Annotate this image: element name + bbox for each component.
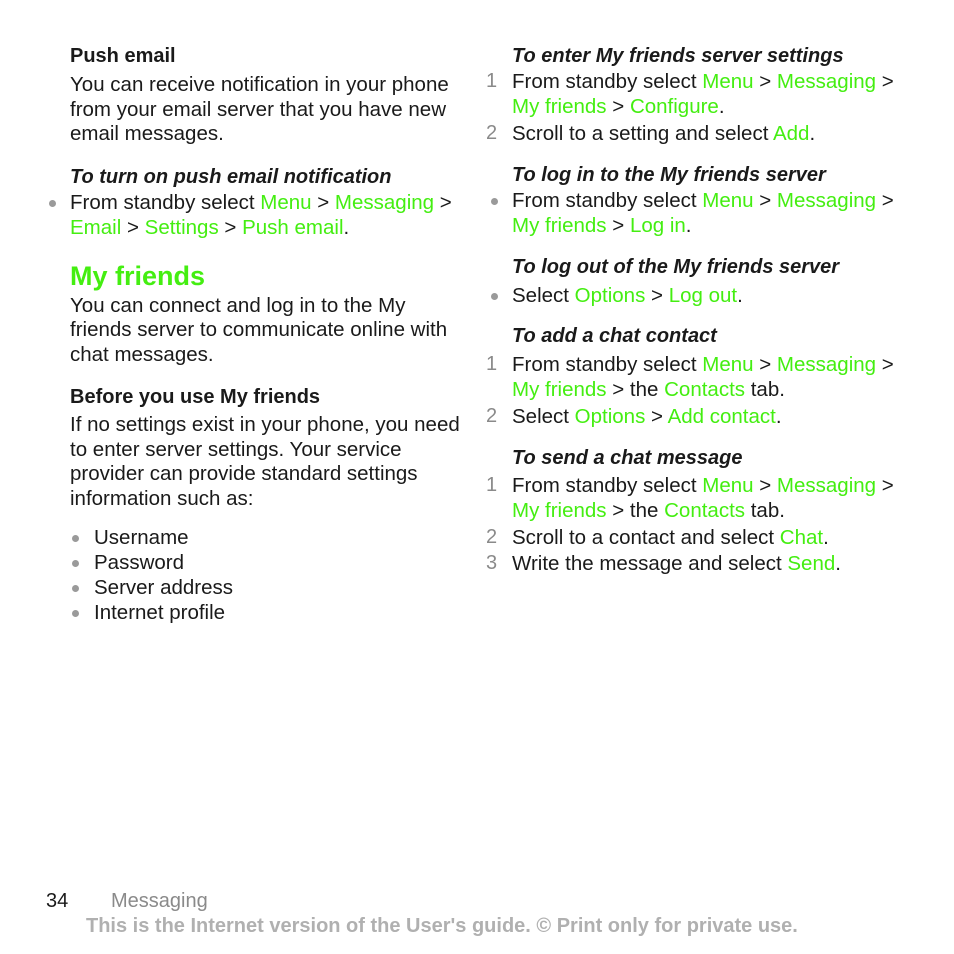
log-out-step: Select Options > Log out.: [486, 283, 906, 308]
messaging-link[interactable]: Messaging: [776, 474, 877, 497]
menu-link[interactable]: Menu: [702, 353, 754, 376]
before-use-body: If no settings exist in your phone, you need to enter server settings. Your service provider can provide standard settings information such as:: [70, 413, 460, 510]
bullet-icon: [49, 200, 56, 207]
add-link[interactable]: Add: [772, 122, 810, 145]
contacts-link[interactable]: Contacts: [664, 378, 746, 401]
messaging-link[interactable]: Messaging: [776, 189, 877, 212]
bullet-icon: [72, 535, 79, 542]
messaging-link[interactable]: Messaging: [334, 190, 435, 214]
enter-settings-step-2: 2 Scroll to a setting and select Add.: [486, 122, 816, 145]
right-column: [486, 44, 906, 576]
settings-list: [70, 525, 460, 625]
section-name: Messaging: [111, 890, 208, 912]
push-email-step: From standby select Menu > Messaging > Email > Settings > Push email.: [44, 190, 460, 240]
send-message-title: To send a chat message: [512, 447, 743, 469]
bullet-icon: [72, 610, 79, 617]
my-friends-heading: My friends: [70, 260, 206, 291]
copyright-notice: This is the Internet version of the User's guide. © Print only for private use.: [86, 915, 798, 937]
my-friends-link[interactable]: My friends: [512, 499, 607, 522]
log-in-step: From standby select Menu > Messaging > My friends > Log in.: [486, 188, 906, 238]
bullet-icon: [491, 293, 498, 300]
contacts-link[interactable]: Contacts: [664, 499, 746, 522]
send-message-step-3: 3 Write the message and select Send.: [486, 552, 841, 575]
add-contact-link[interactable]: Add contact: [667, 405, 776, 428]
my-friends-body: You can connect and log in to the My friends server to communicate online with chat messages.: [70, 293, 448, 366]
my-friends-link[interactable]: My friends: [512, 95, 607, 118]
send-message-step-2: 2 Scroll to a contact and select Chat.: [486, 526, 829, 549]
left-column: [70, 44, 460, 625]
push-email-link[interactable]: Push email: [242, 215, 344, 239]
my-friends-link[interactable]: My friends: [512, 214, 607, 237]
bullet-icon: [491, 198, 498, 205]
send-link[interactable]: Send: [787, 552, 836, 575]
log-in-title: To log in to the My friends server: [512, 164, 826, 186]
my-friends-link[interactable]: My friends: [512, 378, 607, 401]
push-email-body: You can receive notification in your phone from your email server that you have new email messages.: [70, 73, 449, 145]
enter-settings-step-1: 1 From standby select Menu > Messaging > My friends > Configure.: [486, 70, 894, 118]
menu-link[interactable]: Menu: [702, 474, 754, 497]
menu-link[interactable]: Menu: [260, 190, 312, 214]
send-message-step-1: 1 From standby select Menu > Messaging > My friends > the Contacts tab.: [486, 474, 894, 522]
email-link[interactable]: Email: [70, 215, 122, 239]
log-out-link[interactable]: Log out: [668, 284, 738, 307]
list-item: Server address: [70, 575, 460, 600]
list-item: Internet profile: [70, 600, 460, 625]
push-email-title: Push email: [70, 45, 176, 67]
log-in-link[interactable]: Log in: [629, 214, 686, 237]
add-contact-title: To add a chat contact: [512, 325, 717, 347]
bullet-icon: [72, 585, 79, 592]
menu-link[interactable]: Menu: [702, 70, 754, 93]
settings-link[interactable]: Settings: [144, 215, 219, 239]
list-item: Password: [70, 550, 460, 575]
before-use-title: Before you use My friends: [70, 386, 321, 408]
options-link[interactable]: Options: [574, 405, 646, 428]
add-contact-step-1: 1 From standby select Menu > Messaging > My friends > the Contacts tab.: [486, 353, 894, 401]
push-email-steps: [70, 190, 460, 240]
configure-link[interactable]: Configure: [629, 95, 719, 118]
messaging-link[interactable]: Messaging: [776, 353, 877, 376]
list-item: Username: [70, 525, 460, 550]
bullet-icon: [72, 560, 79, 567]
enter-settings-title: To enter My friends server settings: [512, 45, 844, 67]
log-out-title: To log out of the My friends server: [512, 256, 840, 278]
messaging-link[interactable]: Messaging: [776, 70, 877, 93]
push-email-task-title: To turn on push email notification: [70, 165, 392, 188]
add-contact-step-2: 2 Select Options > Add contact.: [486, 405, 782, 428]
chat-link[interactable]: Chat: [779, 526, 824, 549]
page-number: 34: [46, 890, 69, 912]
options-link[interactable]: Options: [574, 284, 646, 307]
menu-link[interactable]: Menu: [702, 189, 754, 212]
